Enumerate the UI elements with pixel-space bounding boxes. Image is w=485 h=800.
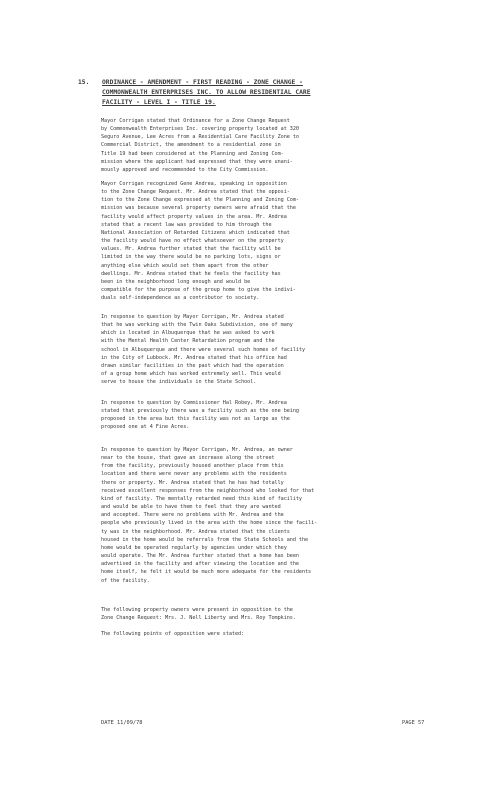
footer-date: DATE 11/09/78 (101, 720, 143, 726)
text-line: people who previously lived in the area with the home since the facili- (101, 520, 318, 527)
text-line: near to the house, that gave an increase along the street (101, 455, 275, 462)
text-line: compatible for the purpose of the group home to give the indivi- (101, 287, 296, 294)
heading-line: COMMONWEALTH ENTERPRISES INC. TO ALLOW RESIDENTIAL CARE (102, 89, 311, 96)
text-line: and would be able to have them to feel that they are wanted (101, 504, 281, 511)
paragraph-mayor-question (101, 313, 441, 386)
text-line: proposed one at 4 Fine Acres. (101, 424, 190, 431)
paragraph-opposition-points (101, 630, 441, 638)
text-line: advertised in the facility and after viewing the location and the (101, 561, 299, 568)
text-line: Seguro Avenue, Lee Acres from a Residential Care Facility Zone to (101, 134, 299, 141)
text-line: The following points of opposition were stated: (101, 631, 245, 637)
text-line: proposed in the area but this facility was not as large as the (101, 416, 290, 423)
text-line: anything else which would set them apart from the other (101, 262, 269, 269)
text-line: and accepted. There were no problems with Mr. Andrea and the (101, 512, 284, 519)
text-line: received excellent responses from the neighborhood who looked for that (101, 487, 315, 494)
text-line: kind of facility. The mentally retarded need this kind of facility (101, 495, 302, 502)
text-line: would operate. The Mr. Andrea further stated that a home has been (101, 553, 299, 560)
text-line: facility would affect property values in the area. Mr. Andrea (101, 213, 287, 220)
text-line: by Commonwealth Enterprises Inc. covering property located at 320 (101, 126, 299, 133)
text-line: of a group home which has worked extremely well. This would (101, 371, 281, 378)
text-line: housed in the home would be referrals from the State Schools and the (101, 536, 309, 543)
text-line: Zone Change Request: Mrs. J. Nell Liberty and Mrs. Roy Tompkins. (101, 615, 296, 622)
text-line: Mayor Corrigan recognized Gene Andrea, speaking in opposition (101, 181, 287, 187)
text-line: home would be operated regularly by agencies under which they (101, 544, 287, 551)
footer-page-number: PAGE 57 (402, 720, 425, 726)
text-line: stated that a recent law was provided to him through the (101, 221, 272, 228)
text-line: duals self-independence as a contributor to society. (101, 295, 260, 302)
text-line: mously approved and recommended to the City Commission. (101, 166, 269, 173)
paragraph-commissioner-question (101, 399, 441, 432)
paragraph-opposition-owners (101, 606, 441, 622)
text-line: tion to the Zone Change expressed at the Planning and Zoning Com- (101, 197, 299, 204)
text-line: of the facility. (101, 577, 150, 584)
text-line: which is located in Albuquerque that he was asked to work (101, 330, 275, 337)
text-line: In response to question by Commissioner Hal Robey, Mr. Andrea (101, 400, 287, 406)
text-line: the facility would have no effect whatsoever on the property (101, 238, 284, 245)
text-line: to the Zone Change Request. Mr. Andrea stated that the opposi- (101, 189, 290, 196)
text-line: Mayor Corrigan stated that Ordinance for a Zone Change Request (101, 118, 290, 124)
paragraph-introduction (101, 117, 441, 174)
text-line: there or property. Mr. Andrea stated that he has had totally (101, 479, 284, 486)
text-line: been in the neighborhood long enough and would be (101, 278, 251, 285)
text-line: The following property owners were present in opposition to the (101, 607, 293, 613)
text-line: ty was in the neighborhood. Mr. Andrea stated that the clients (101, 528, 290, 535)
text-line: limited in the way there would be no parking lots, signs or (101, 254, 281, 261)
text-line: from the facility, previously housed another place from this (101, 463, 284, 470)
text-line: school in Albuquerque and there were several such homes of facility (101, 346, 306, 353)
text-line: home itself, he felt it would be much more adequate for the residents (101, 569, 312, 576)
text-line: serve to house the individuals in the State School. (101, 379, 257, 386)
text-line: In response to question by Mayor Corrigan, Mr. Andrea stated (101, 314, 284, 320)
text-line: In response to question by Mayor Corrigan, Mr. Andrea, an owner (101, 447, 293, 453)
heading-line: FACILITY - LEVEL I - TITLE 19. (102, 99, 216, 106)
heading-title (102, 78, 442, 108)
heading-line: ORDINANCE - AMENDMENT - FIRST READING - ZONE CHANGE - (102, 79, 303, 86)
text-line: with the Mental Health Center Retardation program and the (101, 338, 275, 345)
text-line: mission was because several property owners were afraid that the (101, 205, 296, 212)
text-line: in the City of Lubbock. Mr. Andrea stated that his office had (101, 354, 287, 361)
text-line: location and there were never any problems with the residents (101, 471, 287, 478)
text-line: that he was working with the Twin Oaks Subdivision, one of many (101, 322, 293, 329)
text-line: Title 19 had been considered at the Planning and Zoning Com- (101, 150, 284, 157)
item-number: 15. (78, 79, 90, 86)
paragraph-andrea-testimony (101, 180, 441, 302)
paragraph-neighbor-response (101, 446, 441, 585)
text-line: dwellings. Mr. Andrea stated that he feels the facility has (101, 270, 281, 277)
text-line: stated that previously there was a facility such as the one being (101, 408, 299, 415)
text-line: values. Mr. Andrea further stated that the facility will be (101, 246, 281, 253)
text-line: Commercial District, the amendment to a residential zone in (101, 142, 281, 149)
text-line: drawn similar facilities in the past which had the operation (101, 362, 284, 369)
text-line: mission where the applicant had expressed that they were unani- (101, 158, 293, 165)
text-line: National Association of Retarded Citizens which indicated that (101, 229, 290, 236)
